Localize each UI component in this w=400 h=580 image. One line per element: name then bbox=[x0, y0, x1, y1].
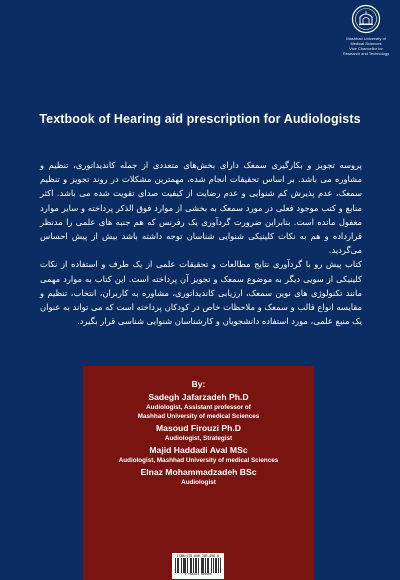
barcode-digits: 9 786003 850980 bbox=[184, 572, 212, 576]
author-name: Majid Haddadi Aval MSc bbox=[149, 445, 248, 455]
author-name: Sadegh Jafarzadeh Ph.D bbox=[148, 392, 249, 402]
logo-text-line4: Research and Technology bbox=[342, 51, 390, 56]
description-paragraph-1: پروسه تجویز و بکارگیری سمعک دارای بخش‌های متعددی از جمله کاندیداتوری، تنظیم و مشاوره می باشد. بر اساس تحقیقات انجام شده، مهمترین مشکلات در روند تجویز و تنظیم سمعک، عدم پذیرش کم شنوایی و عدم رضایت از کیفیت صدای تقویت شده می باشد. اکثر منابع و کتب موجود فعلی در مورد سمعک به بخشی از موارد فوق الذکر پرداخته و سایر موارد مغفول مانده است. بنابراین ضرورت گردآوری یک رفرنس که هم جنبه های علمی را مدنظر قرارداده و هم به نکات کلینیکی شنوایی شناسان توجه داشته باشد بیش از پیش احساس می‌گردید. bbox=[40, 160, 362, 256]
book-title: Textbook of Hearing aid prescription for Audiologists bbox=[39, 112, 361, 126]
isbn-label: ISBN:978-600-385-098-0 bbox=[176, 554, 220, 558]
author-name: Elnaz Mohammadzadeh BSc bbox=[140, 467, 257, 477]
author-role: Audiologist, Mashhad University of medical Sciences bbox=[118, 457, 279, 464]
description-paragraph-2: کتاب پیش رو با گردآوری نتایج مطالعات و تحقیقات علمی از یک طرف و استفاده از نکات کلینیکی از سویی دیگر به موضوع سمعک و تجویز آن پرداخته است. این کتاب به موارد مهمی مانند تکنولوژی های نوین سمعک، ارزیابی کاندیداتوری، مشاوره به کاربران، انتخاب، تنظیم و مقایسه انواع قالب و سمعک و ملاحظات خاص در کودکان پرداخته است که می تواند به عنوان یک منبع علمی، مورد استفاده دانشجویان و کارشناسان شنوایی شناسی قرار بگیرد. bbox=[40, 259, 362, 327]
logo-text-line3: Vice Chancellor for bbox=[349, 46, 383, 51]
authors-panel bbox=[83, 366, 314, 580]
publisher-logo bbox=[338, 4, 394, 56]
barcode-bars-icon bbox=[175, 558, 221, 573]
book-description bbox=[40, 158, 362, 328]
logo-text-line1: Mashhad University of bbox=[346, 36, 386, 41]
isbn-barcode bbox=[172, 553, 224, 579]
author-role: Audiologist, Strategist bbox=[164, 435, 233, 442]
logo-text-line2: Medical Sciences bbox=[350, 41, 382, 46]
author-role: Mashhad University of medical Sciences bbox=[137, 413, 260, 420]
university-seal-icon bbox=[351, 4, 381, 34]
author-role: Audiologist bbox=[181, 479, 216, 486]
author-name: Masoud Firouzi Ph.D bbox=[156, 423, 241, 433]
author-role: Audiologist, Assistant professor of bbox=[146, 404, 251, 411]
by-label: By: bbox=[191, 379, 206, 389]
